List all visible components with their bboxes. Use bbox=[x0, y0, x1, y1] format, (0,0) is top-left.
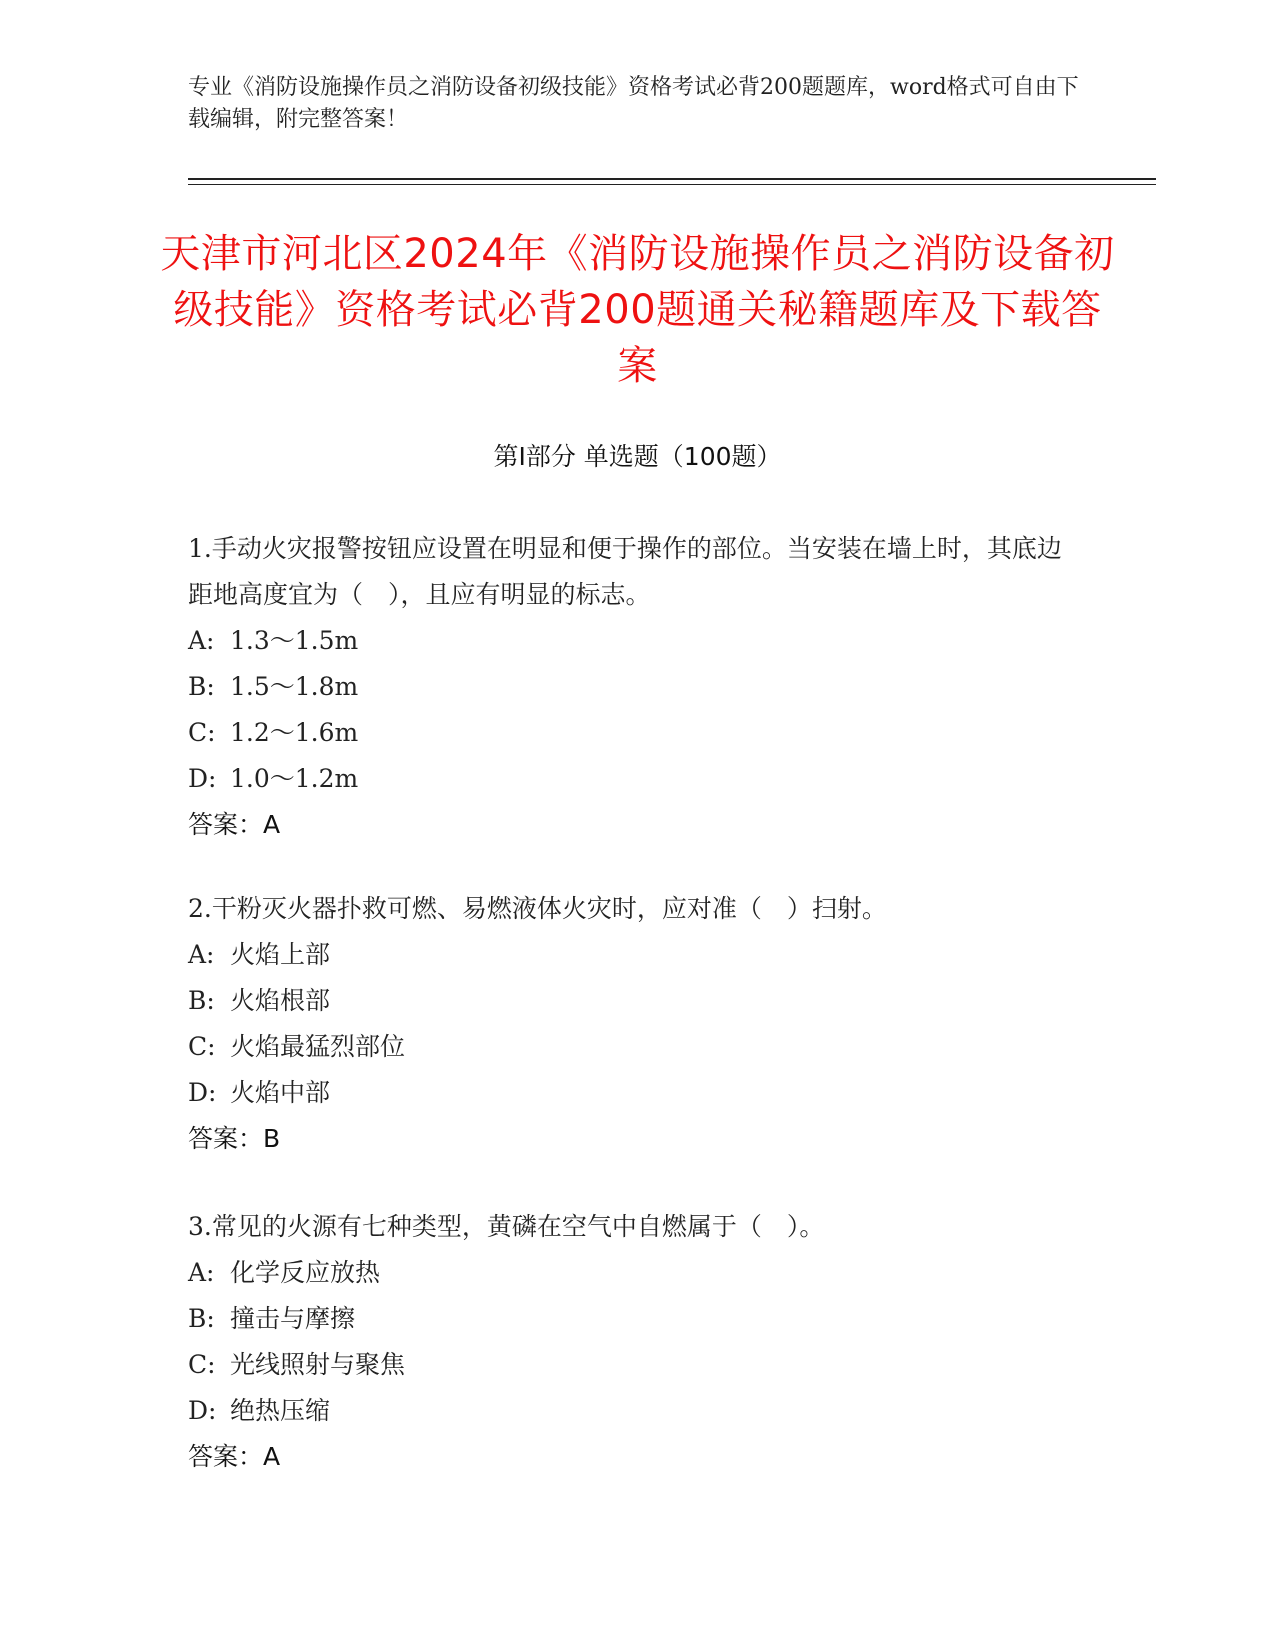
option-d bbox=[188, 756, 1068, 802]
option-key: A: bbox=[188, 626, 215, 655]
option-text: 1.5～1.8m bbox=[230, 672, 359, 701]
option-key: A: bbox=[188, 940, 215, 969]
option-c bbox=[188, 710, 1068, 756]
header-divider-thick bbox=[188, 178, 1156, 180]
answer: 答案：A bbox=[188, 1442, 281, 1471]
option-key: C: bbox=[188, 718, 216, 747]
question-2 bbox=[188, 886, 1068, 1162]
answer: 答案：A bbox=[188, 810, 281, 839]
option-text: 1.0～1.2m bbox=[230, 764, 359, 793]
document-title: 天津市河北区2024年《消防设施操作员之消防设备初级技能》资格考试必背200题通关秘籍题库及下载答案 bbox=[160, 231, 1115, 389]
answer: 答案：B bbox=[188, 1124, 281, 1153]
option-text: 绝热压缩 bbox=[230, 1396, 331, 1425]
option-c bbox=[188, 1342, 1068, 1388]
option-key: B: bbox=[188, 986, 215, 1015]
option-d bbox=[188, 1070, 1068, 1116]
option-text: 1.2～1.6m bbox=[230, 718, 359, 747]
option-text: 火焰上部 bbox=[230, 940, 331, 969]
option-a bbox=[188, 932, 1068, 978]
question-stem: 2.干粉灭火器扑救可燃、易燃液体火灾时，应对准（ ）扫射。 bbox=[188, 894, 887, 923]
question-1 bbox=[188, 526, 1068, 848]
option-d bbox=[188, 1388, 1068, 1434]
option-text: 火焰根部 bbox=[230, 986, 331, 1015]
option-key: C: bbox=[188, 1032, 216, 1061]
option-c bbox=[188, 1024, 1068, 1070]
option-key: A: bbox=[188, 1258, 215, 1287]
question-3 bbox=[188, 1204, 1068, 1480]
option-text: 撞击与摩擦 bbox=[230, 1304, 356, 1333]
question-stem: 1.手动火灾报警按钮应设置在明显和便于操作的部位。当安装在墙上时，其底边距地高度宜为（ ），且应有明显的标志。 bbox=[188, 534, 1062, 609]
question-stem: 3.常见的火源有七种类型，黄磷在空气中自燃属于（ ）。 bbox=[188, 1212, 825, 1241]
option-key: B: bbox=[188, 672, 215, 701]
option-key: D: bbox=[188, 764, 217, 793]
option-text: 1.3～1.5m bbox=[230, 626, 359, 655]
header-divider-thin bbox=[188, 184, 1156, 185]
option-key: D: bbox=[188, 1396, 217, 1425]
option-text: 火焰最猛烈部位 bbox=[230, 1032, 406, 1061]
option-a bbox=[188, 618, 1068, 664]
option-a bbox=[188, 1250, 1068, 1296]
option-b bbox=[188, 664, 1068, 710]
option-key: B: bbox=[188, 1304, 215, 1333]
option-key: C: bbox=[188, 1350, 216, 1379]
option-text: 化学反应放热 bbox=[230, 1258, 381, 1287]
option-text: 光线照射与聚焦 bbox=[230, 1350, 406, 1379]
option-key: D: bbox=[188, 1078, 217, 1107]
option-b bbox=[188, 978, 1068, 1024]
option-b bbox=[188, 1296, 1068, 1342]
header-note: 专业《消防设施操作员之消防设备初级技能》资格考试必背200题题库，word格式可自由下载编辑，附完整答案！ bbox=[188, 75, 1079, 132]
section-title: 第Ⅰ部分 单选题（100题） bbox=[493, 442, 782, 471]
option-text: 火焰中部 bbox=[230, 1078, 331, 1107]
